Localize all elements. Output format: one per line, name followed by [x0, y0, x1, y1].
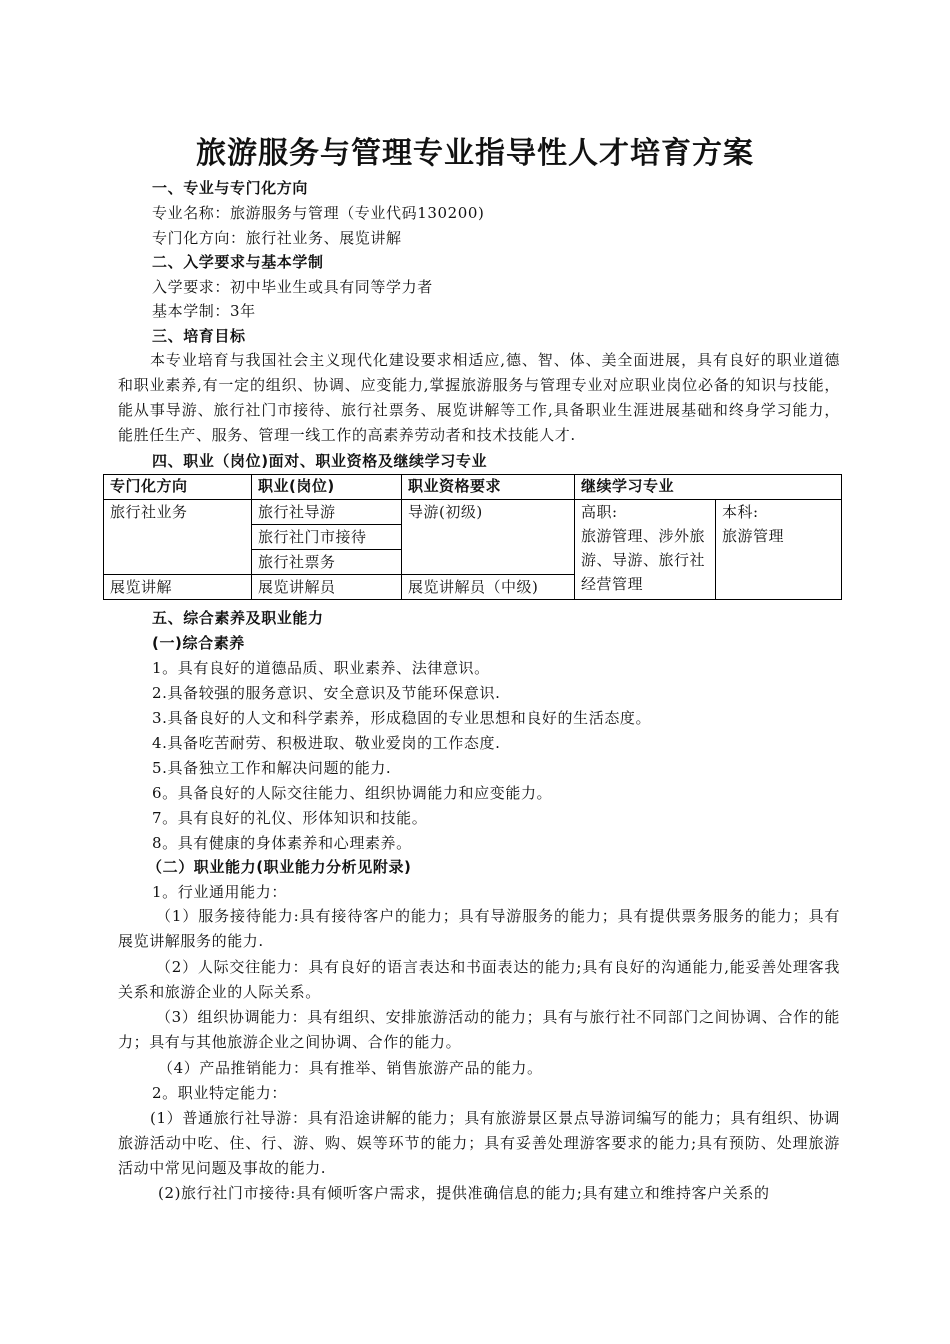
ability-service: （1）服务接待能力:具有接待客户的能力；具有导游服务的能力；具有提供票务服务的能力；具有展览讲解服务的能力. [118, 907, 840, 950]
general-ability-heading: 1。行业通用能力： [152, 883, 287, 901]
section-2-heading: 二、入学要求与基本学制 [152, 253, 324, 271]
subsection-general-quality: (一)综合素养 [152, 634, 245, 652]
list-item: 5.具备独立工作和解决问题的能力. [152, 759, 392, 777]
list-item: 6。具备良好的人际交往能力、组织协调能力和应变能力。 [152, 784, 553, 802]
cell-job-guide: 旅行社导游 [252, 500, 402, 525]
header-direction: 专门化方向 [104, 475, 252, 500]
subsection-professional-ability: （二）职业能力(职业能力分析见附录) [147, 858, 412, 876]
cell-vocational-study [575, 500, 716, 600]
ability-paragraph [118, 955, 840, 1005]
major-name: 专业名称：旅游服务与管理（专业代码130200) [152, 204, 485, 222]
admission-requirement: 入学要求：初中毕业生或具有同等学力者 [152, 278, 433, 296]
list-item: 3.具备良好的人文和科学素养，形成稳固的专业思想和良好的生活态度。 [152, 709, 652, 727]
list-item: 7。具有良好的礼仪、形体知识和技能。 [152, 809, 428, 827]
cell-job-exhibition-guide: 展览讲解员 [252, 575, 402, 600]
cell-cert-exhibition: 展览讲解员（中级) [402, 575, 575, 600]
ability-paragraph [118, 1106, 840, 1181]
ability-coordination: （3）组织协调能力：具有组织、安排旅游活动的能力；具有与旅行社不同部门之间协调、合作的能力；具有与其他旅游企业之间协调、合作的能力。 [118, 1008, 840, 1051]
list-item: 2.具备较强的服务意识、安全意识及节能环保意识. [152, 684, 501, 702]
ability-paragraph [118, 1005, 840, 1055]
specific-ability-heading: 2。职业特定能力： [152, 1084, 287, 1102]
vocational-title: 高职: [581, 503, 618, 521]
cell-job-ticketing: 旅行社票务 [252, 550, 402, 575]
bachelor-majors: 旅游管理 [722, 527, 785, 545]
cell-cert-guide: 导游(初级) [402, 500, 575, 575]
training-goal-text: 本专业培育与我国社会主义现代化建设要求相适应,德、智、体、美全面进展，具有良好的职业道德和职业素养,有一定的组织、协调、应变能力,掌握旅游服务与管理专业对应职业岗位必备的知识与技能，能从事导游、旅行社门市接待、旅行社票务、展览讲解等工作,具备职业生涯进展基础和终身学习能力，能胜任生产、服务、管理一线工作的高素养劳动者和技术技能人才. [118, 351, 840, 444]
ability-interpersonal: （2）人际交往能力：具有良好的语言表达和书面表达的能力;具有良好的沟通能力,能妥善处理客我关系和旅游企业的人际关系。 [118, 958, 840, 1001]
header-certificate: 职业资格要求 [402, 475, 575, 500]
list-item: 1。具有良好的道德品质、职业素养、法律意识。 [152, 659, 490, 677]
cell-direction-travel-agency: 旅行社业务 [104, 500, 252, 575]
section-4-heading: 四、职业（岗位)面对、职业资格及继续学习专业 [152, 452, 488, 470]
list-item: 4.具备吃苦耐劳、积极进取、敬业爱岗的工作态度. [152, 734, 501, 752]
table-header-row [104, 475, 842, 500]
ability-counter-reception: (2)旅行社门市接待:具有倾听客户需求，提供准确信息的能力;具有建立和维持客户关系的 [158, 1184, 770, 1202]
section-5-heading: 五、综合素养及职业能力 [152, 609, 324, 627]
document-title: 旅游服务与管理专业指导性人才培育方案 [196, 136, 754, 171]
training-goal-paragraph [118, 348, 840, 448]
header-further-study: 继续学习专业 [575, 475, 842, 500]
table-row [104, 500, 842, 525]
ability-marketing: （4）产品推销能力：具有推举、销售旅游产品的能力。 [158, 1059, 543, 1077]
cell-bachelor-study [716, 500, 842, 600]
ability-paragraph [118, 904, 840, 954]
cell-direction-exhibition: 展览讲解 [104, 575, 252, 600]
major-direction: 专门化方向：旅行社业务、展览讲解 [152, 229, 402, 247]
career-qualification-table [103, 474, 842, 600]
section-3-heading: 三、培育目标 [152, 327, 246, 345]
vocational-majors: 旅游管理、涉外旅游、导游、旅行社经营管理 [581, 527, 706, 593]
ability-tour-guide: (1）普通旅行社导游：具有沿途讲解的能力；具有旅游景区景点导游词编写的能力；具有组织、协调旅游活动中吃、住、行、游、购、娱等环节的能力；具有妥善处理游客要求的能力;具有预防、处理旅游活动中常见问题及事故的能力. [118, 1109, 840, 1177]
study-length: 基本学制：3年 [152, 302, 256, 320]
list-item: 8。具有健康的身体素养和心理素养。 [152, 834, 412, 852]
bachelor-title: 本科: [722, 503, 759, 521]
section-1-heading: 一、专业与专门化方向 [152, 179, 309, 197]
cell-job-counter: 旅行社门市接待 [252, 525, 402, 550]
header-job: 职业(岗位) [252, 475, 402, 500]
